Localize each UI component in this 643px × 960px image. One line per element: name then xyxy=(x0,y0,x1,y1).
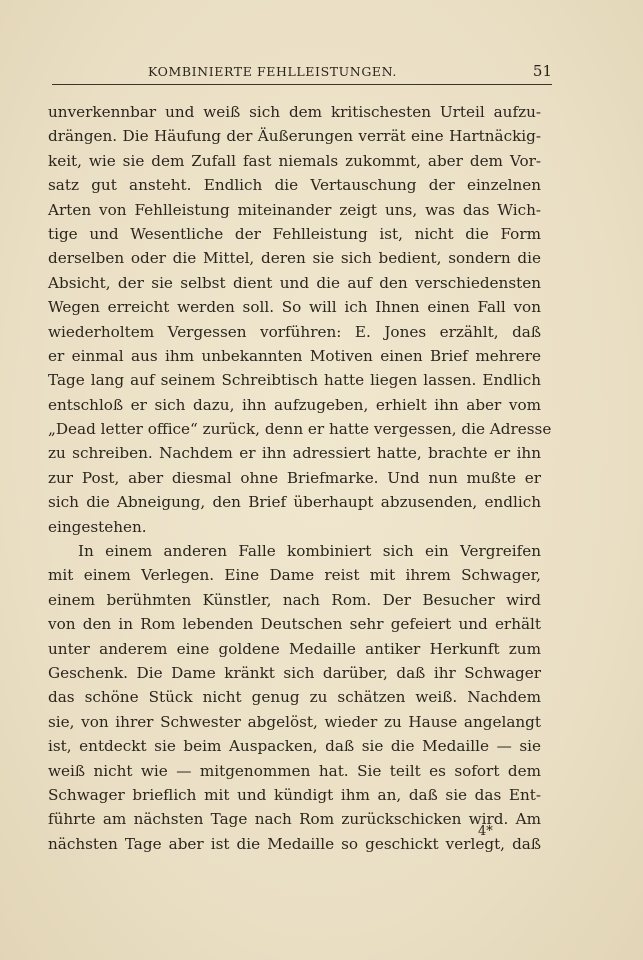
text-line: tige und Wesentliche der Fehlleistung ist, nicht die Form xyxy=(48,224,541,243)
paragraph-start-line: In einem anderen Falle kombiniert sich ein Vergreifen xyxy=(78,542,541,561)
body-text xyxy=(48,100,552,856)
text-line: Geschenk. Die Dame kränkt sich darüber, daß ihr Schwager xyxy=(48,663,541,682)
text-line: Schwager brieflich mit und kündigt ihm an, daß sie das Ent- xyxy=(48,785,541,804)
text-line: das schöne Stück nicht genug zu schätzen weiß. Nachdem xyxy=(48,688,541,707)
text-line: Absicht, der sie selbst dient und die auf den verschiedensten xyxy=(48,273,541,292)
text-line: Wegen erreicht werden soll. So will ich Ihnen einen Fall von xyxy=(48,298,541,317)
text-line: nächsten Tage aber ist die Medaille so geschickt verlegt, daß xyxy=(48,834,541,853)
text-line: drängen. Die Häufung der Äußerungen verrät eine Hartnäckig- xyxy=(48,127,541,146)
text-line: Tage lang auf seinem Schreibtisch hatte liegen lassen. Endlich xyxy=(48,371,541,390)
text-line: wiederholtem Vergessen vorführen: E. Jones erzählt, daß xyxy=(48,322,541,341)
text-line: sie, von ihrer Schwester abgelöst, wieder zu Hause angelangt xyxy=(48,712,541,731)
signature-mark: 4* xyxy=(478,824,493,839)
text-line: zur Post, aber diesmal ohne Briefmarke. Und nun mußte er xyxy=(48,468,541,487)
text-line: satz gut ansteht. Endlich die Vertauschung der einzelnen xyxy=(48,176,541,195)
text-line: unter anderem eine goldene Medaille antiker Herkunft zum xyxy=(48,639,541,658)
text-line: zu schreiben. Nachdem er ihn adressiert hatte, brachte er ihn xyxy=(48,444,541,463)
header-rule xyxy=(52,84,552,85)
text-line: weiß nicht wie — mitgenommen hat. Sie teilt es sofort dem xyxy=(48,761,541,780)
text-line: „Dead letter office“ zurück, denn er hatte vergessen, die Adresse xyxy=(48,420,552,439)
text-line: Arten von Fehlleistung miteinander zeigt uns, was das Wich- xyxy=(48,200,541,219)
text-line: er einmal aus ihm unbekannten Motiven einen Brief mehrere xyxy=(48,346,541,365)
page-number: 51 xyxy=(532,62,552,80)
text-line: entschloß er sich dazu, ihn aufzugeben, erhielt ihn aber vom xyxy=(48,395,541,414)
text-line: keit, wie sie dem Zufall fast niemals zukommt, aber dem Vor- xyxy=(48,151,541,170)
running-head-title: KOMBINIERTE FEHLLEISTUNGEN. xyxy=(148,64,397,79)
text-line: einem berühmten Künstler, nach Rom. Der Besucher wird xyxy=(48,590,541,609)
paragraph-end-line: eingestehen. xyxy=(48,517,147,536)
text-line: unverkennbar und weiß sich dem kritischesten Urteil aufzu- xyxy=(48,103,541,121)
text-line: derselben oder die Mittel, deren sie sich bedient, sondern die xyxy=(48,249,541,268)
text-line: sich die Abneigung, den Brief überhaupt abzusenden, endlich xyxy=(48,493,541,512)
running-head xyxy=(52,58,552,82)
text-line: ist, entdeckt sie beim Auspacken, daß sie die Medaille — sie xyxy=(48,737,541,756)
text-line: von den in Rom lebenden Deutschen sehr gefeiert und erhält xyxy=(48,615,541,634)
text-line: führte am nächsten Tage nach Rom zurückschicken wird. Am xyxy=(48,810,541,829)
text-line: mit einem Verlegen. Eine Dame reist mit ihrem Schwager, xyxy=(48,566,541,585)
